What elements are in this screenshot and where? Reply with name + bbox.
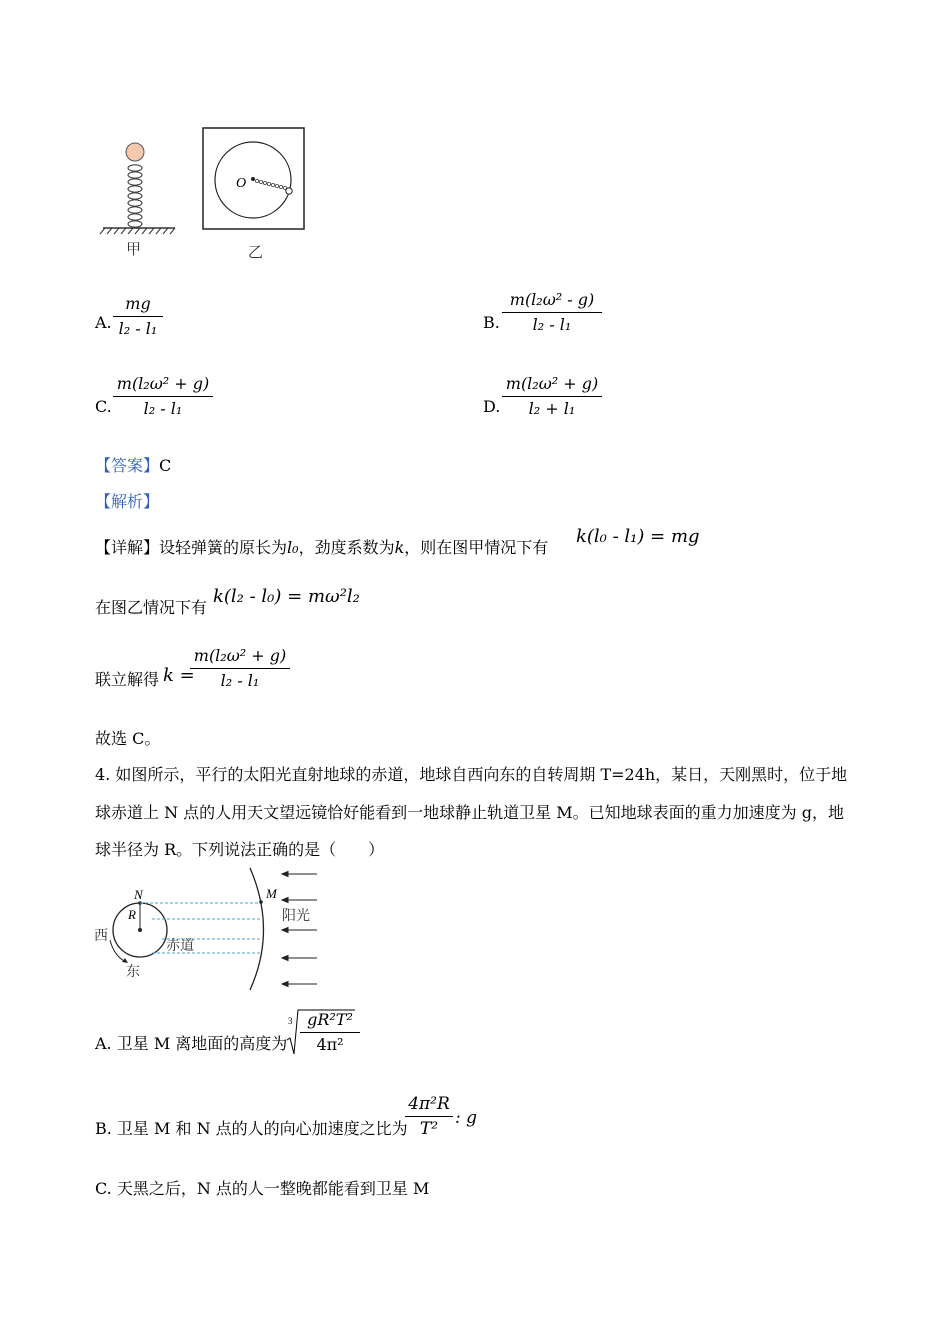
answer-label: 【答案】 [95, 456, 160, 475]
q4-line1: 4. 如图所示，平行的太阳光直射地球的赤道，地球自西向东的自转周期 T=24h，某日，天刚黑时，位于地 [95, 765, 848, 784]
option-d-num: m(l₂ω² + g) [505, 374, 599, 393]
q4-option-b-text: B. 卫星 M 和 N 点的人的向心加速度之比为 [95, 1119, 408, 1138]
option-a-fraction [113, 294, 163, 339]
orbit-arc [250, 868, 264, 990]
detail-line1 [95, 538, 548, 558]
label-jia: 甲 [126, 240, 142, 258]
small-ball [286, 188, 292, 194]
label-west: 西 [94, 928, 108, 944]
q4-option-b-tail: : g [455, 1108, 478, 1128]
q4-option-a-fraction [300, 1010, 360, 1055]
symbol-l0: l₀ [287, 538, 299, 557]
label-sunlight: 阳光 [282, 908, 310, 924]
ball [126, 143, 144, 161]
center-dot [251, 177, 255, 181]
symbol-k: k [394, 538, 405, 557]
q4-option-a-num: gR²T² [307, 1010, 353, 1029]
option-d-letter: D. [483, 397, 501, 416]
analysis-label: 【解析】 [95, 492, 160, 511]
q4-line3: 球半径为 R。下列说法正确的是（ ） [95, 840, 385, 859]
label-east: 东 [126, 964, 140, 980]
option-a-den: l₂ - l₁ [118, 319, 158, 338]
small-spring [255, 179, 286, 189]
figure-earth-satellite [92, 866, 332, 994]
option-c-letter: C. [95, 397, 112, 416]
answer-value: C [159, 456, 172, 475]
detail-line2: 在图乙情况下有 [95, 598, 208, 617]
option-a-num: mg [125, 294, 151, 313]
option-b-fraction [502, 290, 602, 335]
q4-option-b-num: 4π²R [408, 1094, 450, 1114]
q4-option-a-den: 4π² [316, 1035, 344, 1054]
equation-2: k(l₂ - l₀) = mω²l₂ [213, 586, 360, 607]
answer-line [95, 456, 171, 476]
label-n: N [134, 887, 143, 902]
spring-coil [128, 165, 142, 227]
detail-label: 【详解】 [95, 538, 160, 557]
option-c-fraction [113, 374, 213, 419]
figure-spring-diagrams [95, 120, 325, 265]
equation-3-den: l₂ - l₁ [220, 671, 260, 690]
label-o: O [236, 176, 247, 191]
equation-1: k(l₀ - l₁) = mg [576, 526, 700, 547]
q4-option-c-text: C. 天黑之后，N 点的人一整晚都能看到卫星 M [95, 1179, 430, 1198]
label-m: M [266, 886, 277, 901]
sunlight-arrows [282, 872, 317, 987]
option-c-num: m(l₂ω² + g) [116, 374, 210, 393]
detail-text1: 设轻弹簧的原长为 [159, 538, 288, 557]
detail-line4: 故选 C。 [95, 729, 161, 748]
satellite-dot [259, 900, 263, 904]
option-b-den: l₂ - l₁ [532, 315, 572, 334]
q4-option-b-fraction [405, 1094, 453, 1139]
detail-text1b: ，劲度系数为 [298, 538, 395, 557]
option-a-letter: A. [95, 313, 112, 332]
equation-3-fraction [190, 646, 290, 691]
option-d-fraction [502, 374, 602, 419]
equation-3-num: m(l₂ω² + g) [193, 646, 287, 665]
option-d-den: l₂ + l₁ [528, 399, 576, 418]
label-yi: 乙 [248, 243, 264, 261]
detail-text1c: ，则在图甲情况下有 [404, 538, 549, 557]
equation-3-lhs: k = [163, 665, 195, 686]
radical-index: 3 [288, 1016, 293, 1026]
label-equator: 赤道 [166, 938, 194, 954]
q4-line2: 球赤道上 N 点的人用天文望远镜恰好能看到一地球静止轨道卫星 M。已知地球表面的重力加速度为 g，地 [95, 803, 844, 822]
label-r: R [128, 907, 136, 922]
option-c-den: l₂ - l₁ [143, 399, 183, 418]
q4-option-b-den: T² [419, 1119, 439, 1139]
option-b-num: m(l₂ω² - g) [509, 290, 595, 309]
q4-option-a-text: A. 卫星 M 离地面的高度为 [95, 1034, 288, 1053]
detail-line3: 联立解得 [95, 670, 160, 689]
option-b-letter: B. [483, 313, 500, 332]
